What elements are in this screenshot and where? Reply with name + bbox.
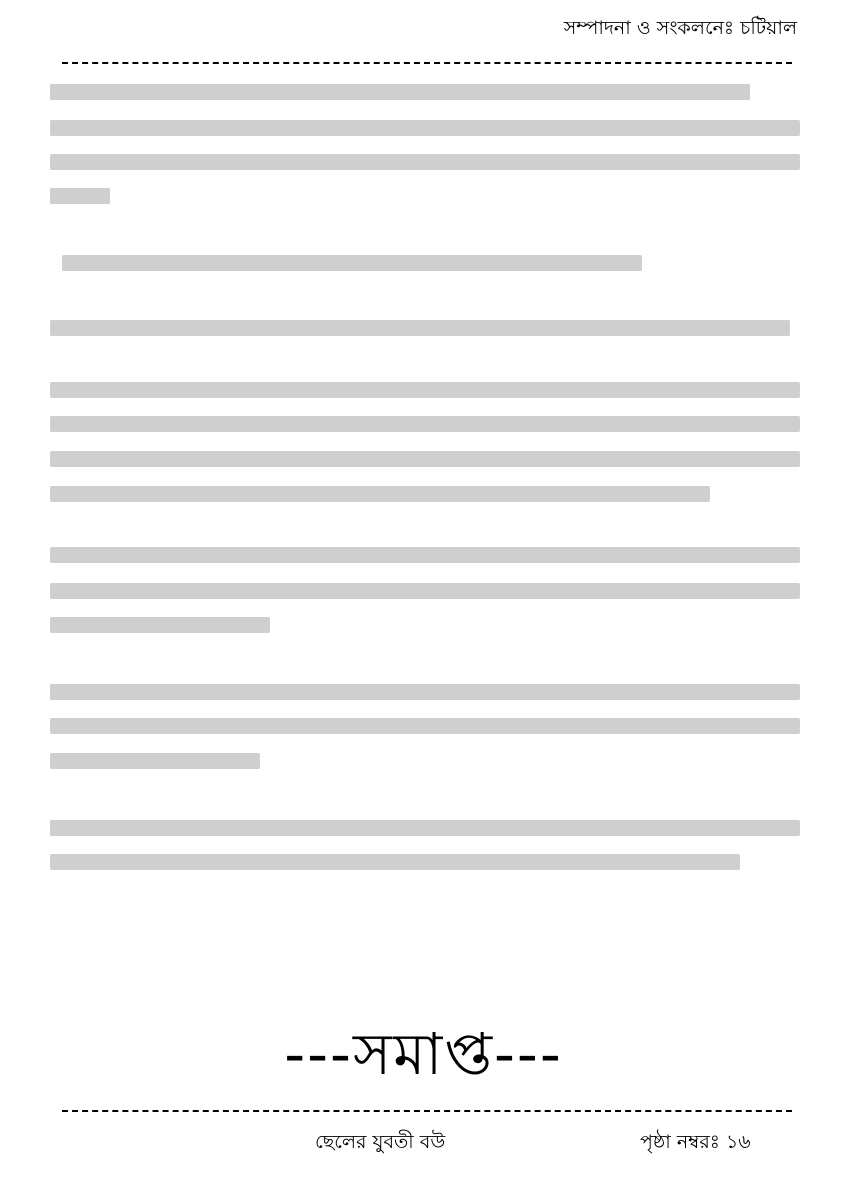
top-divider	[62, 62, 792, 64]
redacted-line	[50, 547, 800, 563]
redacted-line	[50, 416, 800, 432]
redacted-line	[50, 583, 800, 599]
redacted-line	[50, 188, 110, 204]
redacted-line	[50, 120, 800, 136]
redacted-line	[50, 154, 800, 170]
redacted-line	[50, 382, 800, 398]
redacted-line	[50, 684, 800, 700]
redacted-line	[50, 617, 270, 633]
bottom-divider	[62, 1110, 792, 1112]
redacted-line	[50, 854, 740, 870]
redacted-line	[50, 451, 800, 467]
redacted-line	[50, 820, 800, 836]
footer-title: ছেলের যুবতী বউ	[315, 1131, 446, 1153]
redacted-line	[50, 84, 750, 100]
redacted-line	[50, 320, 790, 336]
redacted-line	[50, 718, 800, 734]
redacted-line	[62, 255, 642, 271]
redacted-line	[50, 753, 260, 769]
end-marker: ---সমাপ্ত---	[284, 1020, 563, 1088]
redacted-line	[50, 486, 710, 502]
page-number: পৃষ্ঠা নম্বরঃ ১৬	[640, 1131, 751, 1153]
header-credit: সম্পাদনা ও সংকলনেঃ চটিয়াল	[563, 17, 797, 39]
